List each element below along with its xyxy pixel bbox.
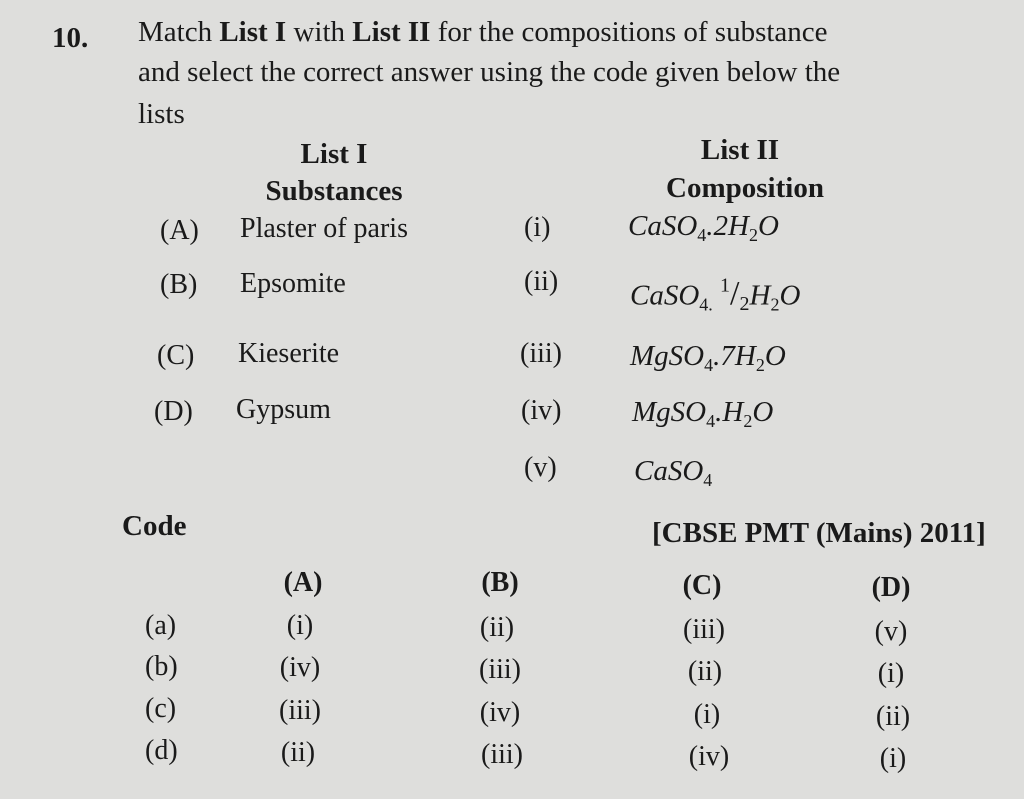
list1-label-b: (B): [160, 269, 198, 300]
option-label-d: (d): [145, 735, 178, 766]
code-cell: (iv): [688, 741, 730, 772]
question-line-1: [138, 12, 828, 52]
formula-ii: CaSO$_{4.}$ $^1/_2H_2O$: [630, 275, 801, 316]
list1-heading: List I: [300, 138, 368, 170]
code-cell: (ii): [280, 737, 316, 768]
code-cell: (iii): [683, 614, 725, 645]
list1-item-b: Epsomite: [240, 268, 346, 299]
list1-subheading: Substances: [265, 175, 403, 207]
code-cell: (iv): [479, 697, 521, 728]
code-cell: (iii): [479, 654, 521, 685]
exam-source: [CBSE PMT (Mains) 2011]: [652, 517, 986, 549]
list2-label-iv: (iv): [521, 395, 562, 426]
option-label-a: (a): [145, 610, 177, 641]
code-cell: (ii): [875, 701, 911, 732]
list1-item-a: Plaster of paris: [240, 213, 408, 244]
code-col-a: (A): [283, 567, 323, 598]
question-text: Match: [138, 16, 220, 48]
code-cell: (iii): [279, 695, 321, 726]
list2-label-i: (i): [524, 212, 551, 243]
list2-label-v: (v): [524, 452, 557, 483]
formula-iv: $MgSO_4.H_2O$: [632, 396, 774, 431]
code-cell: (v): [874, 616, 908, 647]
list1-item-d: Gypsum: [236, 394, 331, 425]
question-number: 10.: [52, 22, 89, 54]
question-text: for the compositions of substance: [430, 16, 828, 48]
list2-label-iii: (iii): [520, 338, 562, 369]
fraction-half: $^1/_2$: [720, 275, 750, 316]
code-col-c: (C): [682, 570, 722, 601]
code-label: Code: [122, 510, 187, 542]
list1-item-c: Kieserite: [238, 338, 340, 369]
list1-label-d: (D): [154, 396, 193, 427]
option-label-c: (c): [145, 693, 177, 724]
code-col-d: (D): [871, 572, 911, 603]
code-cell: (i): [693, 699, 721, 730]
code-cell: (i): [286, 610, 314, 641]
question-text: with: [286, 16, 353, 48]
list1-label-a: (A): [160, 215, 199, 246]
question-line-2: and select the correct answer using the code given below the: [138, 56, 841, 88]
list2-label-ii: (ii): [524, 266, 559, 297]
option-label-b: (b): [145, 651, 178, 682]
list2-heading: List II: [700, 134, 780, 166]
list1-label-c: (C): [157, 340, 195, 371]
code-col-b: (B): [481, 567, 519, 598]
code-cell: (i): [877, 658, 905, 689]
question-line-3: lists: [138, 98, 185, 130]
list2-subheading: Composition: [666, 172, 824, 204]
code-cell: (i): [879, 743, 907, 774]
formula-iii: $MgSO_4.7H_2O$: [630, 340, 786, 375]
code-cell: (iv): [279, 652, 321, 683]
code-cell: (ii): [687, 656, 723, 687]
code-cell: (iii): [481, 739, 523, 770]
formula-v: CaSO$_4$: [634, 455, 713, 490]
list2-ref: List II: [352, 16, 431, 48]
list1-ref: List I: [219, 16, 287, 48]
code-cell: (ii): [479, 612, 515, 643]
formula-i: $CaSO_4.2H_2O$: [628, 210, 779, 245]
